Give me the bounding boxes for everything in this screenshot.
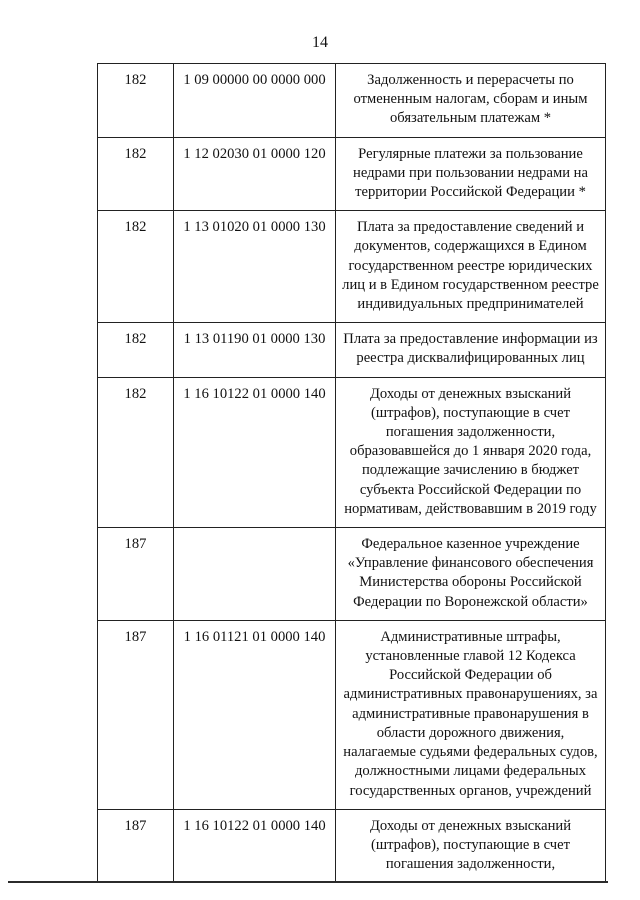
- revenue-codes-table: [97, 63, 606, 883]
- revenue-name-cell: Задолженность и перерасчеты по отмененным налогам, сборам и иным обязательным платежам *: [336, 64, 606, 138]
- table-row: [98, 137, 606, 211]
- budget-code-cell: 1 16 10122 01 0000 140: [174, 377, 336, 527]
- page-number: 14: [312, 34, 328, 51]
- revenue-name-cell: Плата за предоставление информации из реестра дисквалифицированных лиц: [336, 323, 606, 377]
- budget-code-cell: 1 13 01020 01 0000 130: [174, 211, 336, 323]
- revenue-name-cell: Регулярные платежи за пользование недрами при пользовании недрами на территории Российской Федерации *: [336, 137, 606, 211]
- admin-code-cell: 182: [98, 64, 174, 138]
- table-row: [98, 809, 606, 883]
- budget-code-cell: 1 12 02030 01 0000 120: [174, 137, 336, 211]
- administrator-name-cell: Федеральное казенное учреждение «Управление финансового обеспечения Министерства обороны Российской Федерации по Воронежской области»: [336, 528, 606, 621]
- budget-code-cell: [174, 528, 336, 621]
- revenue-name-cell: Доходы от денежных взысканий (штрафов), поступающие в счет погашения задолженности, образовавшейся до 1 января 2020 года, подлежащие зачислению в бюджет субъекта Российской Федерации по нормативам, действовавшим в 2019 году: [336, 377, 606, 527]
- budget-code-cell: 1 16 01121 01 0000 140: [174, 620, 336, 809]
- admin-code-cell: 187: [98, 809, 174, 883]
- budget-code-cell: 1 09 00000 00 0000 000: [174, 64, 336, 138]
- revenue-name-cell: Плата за предоставление сведений и документов, содержащихся в Едином государственном реестре юридических лиц и в Едином государственном реестре индивидуальных предпринимателей: [336, 211, 606, 323]
- page-bottom-rule: [8, 881, 608, 883]
- admin-code-cell: 187: [98, 528, 174, 621]
- admin-code-cell: 182: [98, 377, 174, 527]
- table-row: [98, 377, 606, 527]
- admin-code-cell: 182: [98, 137, 174, 211]
- admin-code-cell: 182: [98, 211, 174, 323]
- budget-code-cell: 1 13 01190 01 0000 130: [174, 323, 336, 377]
- revenue-name-cell: Доходы от денежных взысканий (штрафов), поступающие в счет погашения задолженности,: [336, 809, 606, 883]
- budget-code-cell: 1 16 10122 01 0000 140: [174, 809, 336, 883]
- table-row: [98, 323, 606, 377]
- table-row: [98, 528, 606, 621]
- table-row: [98, 211, 606, 323]
- table-row: [98, 64, 606, 138]
- revenue-name-cell: Административные штрафы, установленные главой 12 Кодекса Российской Федерации об административных правонарушениях, за административные правонарушения в области дорожного движения, налагаемые судьями федеральных судов, должностными лицами федеральных государственных органов, учреждений: [336, 620, 606, 809]
- table-row: [98, 620, 606, 809]
- admin-code-cell: 182: [98, 323, 174, 377]
- admin-code-cell: 187: [98, 620, 174, 809]
